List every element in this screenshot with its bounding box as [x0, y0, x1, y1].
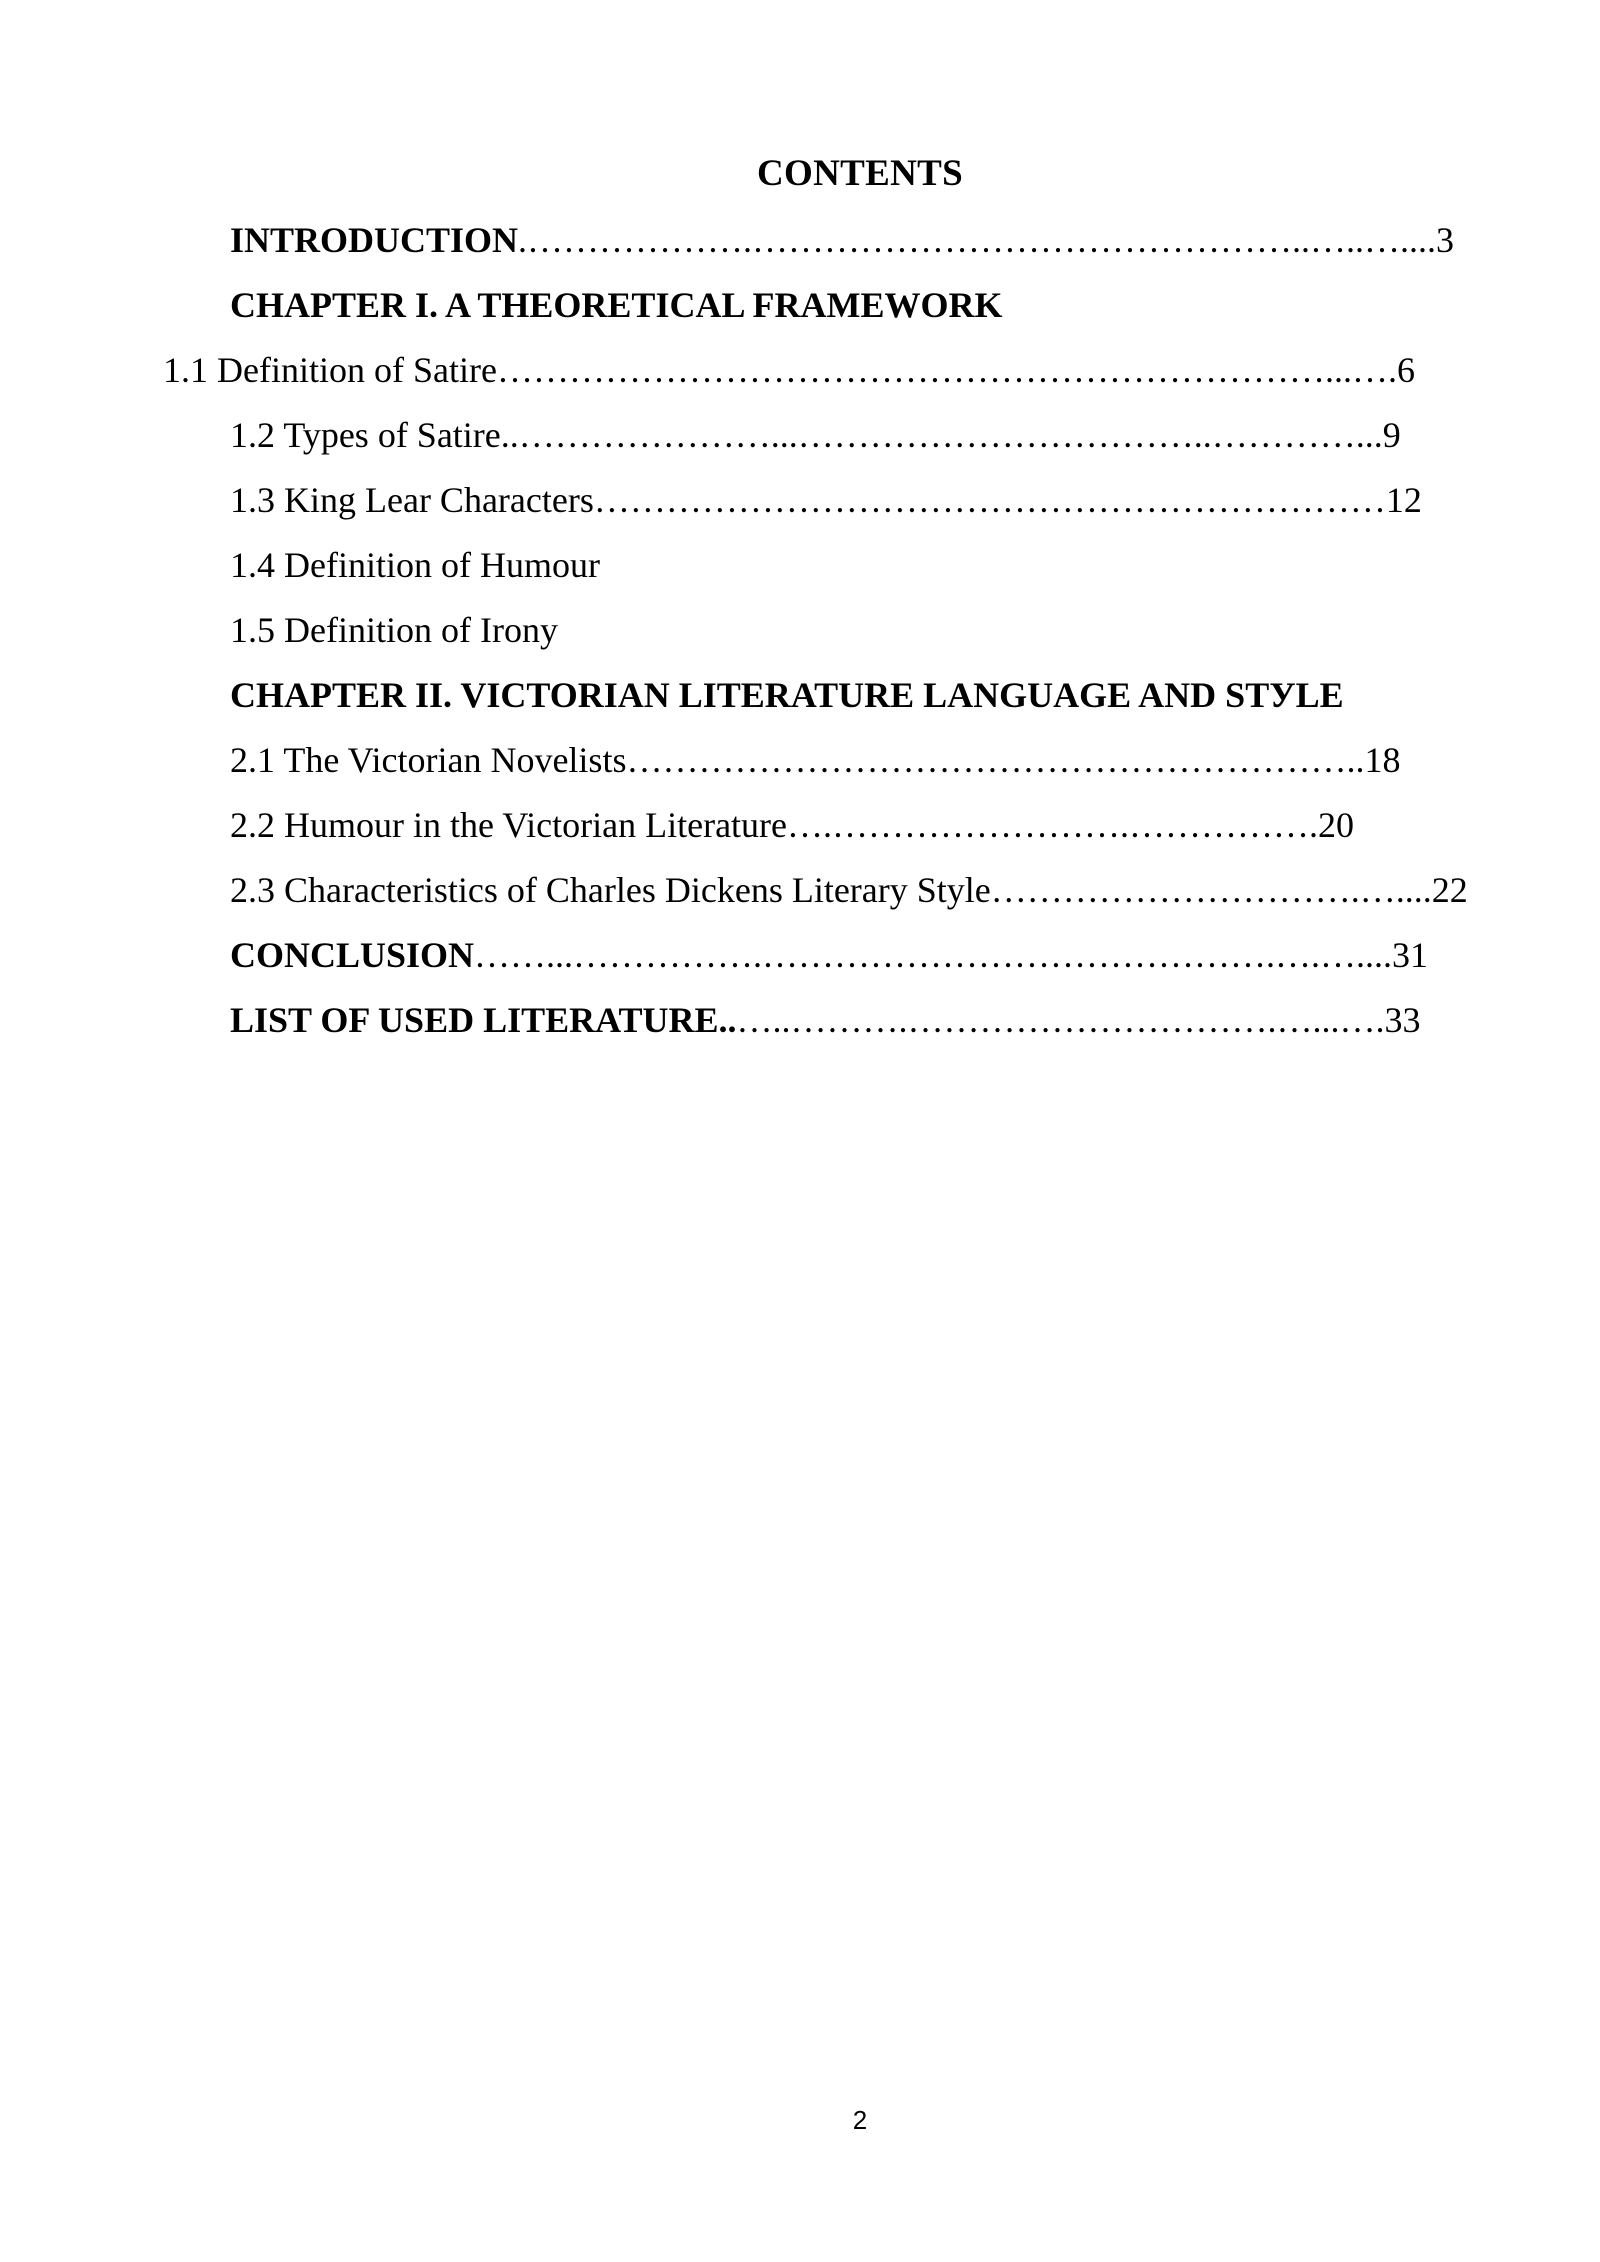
toc-label: 1.4 Definition of Humour	[230, 545, 600, 585]
toc-label: 1.3 King Lear Characters	[230, 480, 594, 520]
toc-page-number: 22	[1431, 870, 1468, 910]
toc-leader-dots: ………………………….…....	[990, 870, 1432, 910]
toc-entry-1-5	[230, 608, 558, 652]
toc-leader-dots: ..…………………...……………………………..…………...	[500, 415, 1383, 455]
toc-page-number: 20	[1318, 805, 1355, 845]
toc-leader-dots: .……………….………………………………………..…..…....	[518, 220, 1437, 260]
toc-page-number: 3	[1436, 220, 1455, 260]
toc-label: 1.1 Definition of Satire	[163, 350, 497, 390]
toc-label: LIST OF USED LITERATURE..	[230, 1000, 737, 1040]
page-number: 2	[852, 2105, 868, 2135]
toc-page-number: 9	[1382, 415, 1401, 455]
toc-page-number: 6	[1396, 350, 1415, 390]
toc-label: 2.3 Characteristics of Charles Dickens Literary Style	[230, 870, 991, 910]
toc-entry-1-4	[230, 543, 600, 587]
toc-page-number: 33	[1384, 1000, 1421, 1040]
toc-leader-dots: …..……….………………………….…...….	[736, 1000, 1385, 1040]
toc-label: CONCLUSION	[230, 935, 475, 975]
toc-entry-2-3	[230, 868, 1468, 912]
toc-entry-chapter-1	[230, 283, 1002, 327]
toc-entry-1-3	[230, 478, 1422, 522]
contents-title: CONTENTS	[757, 153, 963, 194]
toc-leader-dots: ……...…………….…………………………………….….…....	[474, 935, 1393, 975]
toc-page-number: 12	[1385, 480, 1422, 520]
toc-page-number: 18	[1364, 740, 1401, 780]
toc-entry-2-1	[230, 738, 1400, 782]
toc-label: 1.5 Definition of Irony	[230, 610, 558, 650]
toc-entry-introduction	[230, 218, 1454, 262]
toc-leader-dots: ……………………………………………………………...….	[496, 350, 1397, 390]
toc-page-number: 31	[1392, 935, 1429, 975]
toc-label: 1.2 Types of Satire	[230, 415, 501, 455]
toc-leader-dots: ……………………………………………………..	[626, 740, 1365, 780]
toc-label: CHAPTER I. A THEORETICAL FRAMEWORK	[230, 285, 1003, 325]
toc-entry-1-1	[163, 348, 1415, 392]
toc-label: 2.1 The Victorian Novelists	[230, 740, 627, 780]
toc-entry-literature	[230, 998, 1420, 1042]
toc-entry-2-2	[230, 803, 1354, 847]
toc-leader-dots: …………………………………………………………	[593, 480, 1386, 520]
toc-label: CHAPTER II. VICTORIAN LITERATURE LANGUAGE AND STУLE	[230, 675, 1344, 715]
toc-entry-1-2	[230, 413, 1401, 457]
toc-label: 2.2 Humour in the Victorian Literature	[230, 805, 788, 845]
toc-label: INTRODUCTION	[230, 220, 519, 260]
toc-entry-conclusion	[230, 933, 1428, 977]
toc-leader-dots: ….…………………….…………….	[787, 805, 1319, 845]
toc-entry-chapter-2	[230, 673, 1344, 717]
